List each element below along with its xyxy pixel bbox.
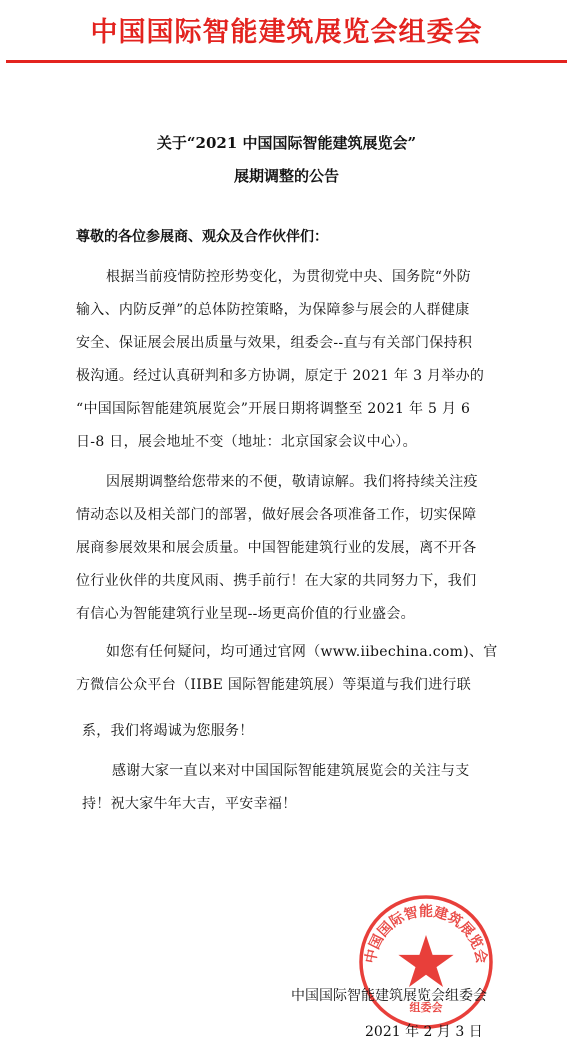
body-line: 安全、保证展会展出质量与效果，组委会--直与有关部门保持积: [76, 335, 473, 351]
body-line: 如您有任何疑问，均可通过官网（www.iibechina.com)、官: [106, 644, 498, 660]
body-line: 展商参展效果和展会质量。中国智能建筑行业的发展，离不开各: [76, 540, 477, 556]
body-line: 有信心为智能建筑行业呈现--场更高价值的行业盛会。: [76, 606, 415, 622]
seal-text: 中国国际智能建筑展览会: [362, 903, 490, 965]
body-line: 日-8 日，展会地址不变（地址：北京国家会议中心）。: [76, 434, 417, 450]
body-line: 系，我们将竭诚为您服务！: [82, 723, 254, 739]
letterhead-rule: [6, 60, 567, 63]
letterhead: [0, 0, 573, 60]
letterhead-title: 中国国际智能建筑展览会组委会: [90, 17, 483, 48]
body-line: 输入、内防反弹”的总体防控策略，为保障参与展会的人群健康: [76, 302, 470, 318]
body-line: 极沟通。经过认真研判和多方协调，原定于 2021 年 3 月举办的: [76, 368, 485, 384]
notice-title-line-1: 关于“2021 中国国际智能建筑展览会”: [156, 134, 417, 152]
body-line: “中国国际智能建筑展览会”开展日期将调整至 2021 年 5 月 6: [76, 401, 471, 417]
body-line: 因展期调整给您带来的不便，敬请谅解。我们将持续关注疫: [106, 474, 478, 490]
notice-title-line-2: 展期调整的公告: [233, 167, 339, 185]
official-seal-icon: [357, 893, 495, 1031]
body-line: 方微信公众平台（IIBE 国际智能建筑展）等渠道与我们进行联: [76, 677, 472, 693]
signature-organizer: 中国国际智能建筑展览会组委会: [291, 988, 487, 1004]
body-line: 持！祝大家牛年大吉，平安幸福！: [82, 796, 297, 812]
body-line: 位行业伙伴的共度风雨、携手前行！在大家的共同努力下，我们: [76, 573, 477, 589]
seal-star-icon: [398, 935, 453, 987]
body-line: 情动态以及相关部门的部署，做好展会各项准备工作，切实保障: [76, 507, 477, 523]
seal-bottom-text: 组委会: [409, 1001, 443, 1014]
body-line: 根据当前疫情防控形势变化，为贯彻党中央、国务院“外防: [106, 269, 471, 285]
signature-date: 2021 年 2 月 3 日: [365, 1024, 483, 1040]
salutation: 尊敬的各位参展商、观众及合作伙伴们：: [76, 229, 328, 245]
body-line: 感谢大家一直以来对中国国际智能建筑展览会的关注与支: [112, 763, 470, 779]
